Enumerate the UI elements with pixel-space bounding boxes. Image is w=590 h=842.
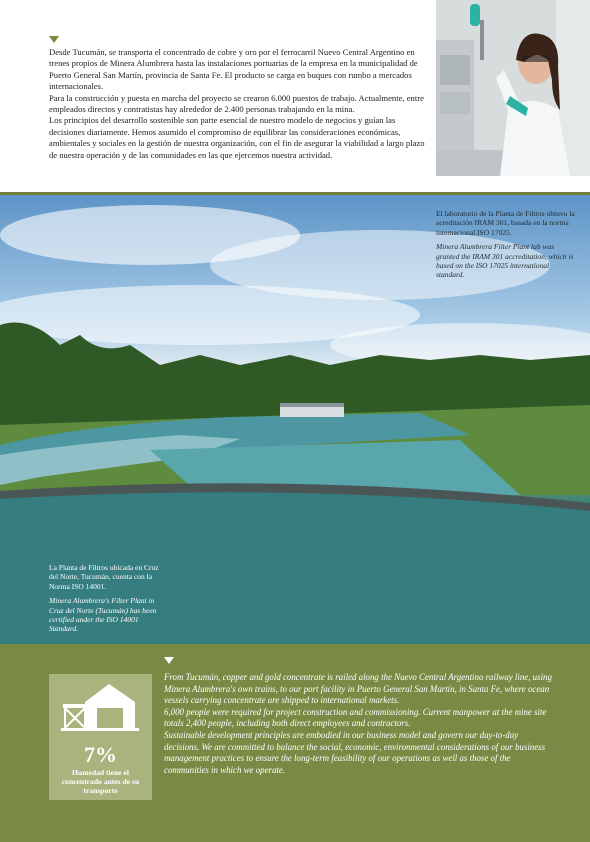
plant-caption-english: Minera Alumbrera's Filter Plant in Cruz del Norte (Tucumán) has been certified under the ISO 14001 Standard. [49,596,157,634]
plant-caption [49,563,169,634]
lab-caption-spanish: El laboratorio de la Planta de Filtros obtuvo la acreditación IRAM 301, basada en la norma internacional ISO 17025. [436,209,575,237]
lab-caption [436,209,576,280]
lab-scientist-illustration [436,0,590,176]
intro-paragraph: Para la construcción y puesta en marcha del proyecto se crearon 6.000 puestos de trabajo. Actualmente, entre empleados directos y contratistas hay alrededor de 2.400 personas trabajando en la mina. [49,92,424,115]
triangle-marker-icon [49,36,59,43]
triangle-marker-icon [164,657,174,664]
intro-paragraph: Los principios del desarrollo sostenible son parte esencial de nuestro modelo de negocios y guían las decisiones diariamente. Hemos asumido el compromiso de equilibrar las consideraciones económicas, ambientales y sociales en la gestión de nuestra organización, con el fin de asegurar la viabilidad a largo plazo de nuestra operación y de las comunidades en las que ejercemos nuestra actividad. [49,115,425,160]
plant-caption-spanish: La Planta de Filtros ubicada en Cruz del Norte, Tucumán, cuenta con la Norma ISO 14001. [49,563,159,591]
stat-box [49,674,152,800]
warehouse-icon [49,674,152,744]
stat-value: 7% [84,742,117,767]
lab-caption-english: Minera Alumbrera Filter Plant lab was granted the IRAM 301 accreditation, which is based on the ISO 17025 international standard. [436,242,574,280]
intro-paragraph: Desde Tucumán, se transporta el concentrado de cobre y oro por el ferrocarril Nuevo Central Argentino en trenes propios de Minera Alumbrera hasta las instalaciones portuarias de la empresa en la municipalidad de Puerto General San Martín, provincia de Santa Fe. El producto se carga en buques con rumbo a mercados internacionales. [49,47,418,92]
top-section [0,0,590,192]
english-paragraph: From Tucumán, copper and gold concentrate is railed along the Nuevo Central Argentino railway line, using Minera Alumbrera's own trains, to our port facility in Puerto General San Martín, in Santa Fe, where ocean vessels carrying concentrate are shipped to international markets. [164,672,552,706]
stat-label: Humedad tiene el concentrado antes de su transporte [61,768,140,795]
intro-text [49,47,425,161]
english-paragraph: 6,000 people were required for project construction and commissioning. Current manpower at the mine site totals 2,400 people, including both direct employees and contractors. [164,706,547,729]
english-text [164,672,554,776]
english-paragraph: Sustainable development principles are embodied in our business model and govern our day-to-day decisions. We are committed to balance the social, economic, environmental considerations of our business management practices to ensure the long-term feasibility of our operations as well as those of the communities in which we operate. [164,729,546,775]
lab-photo [436,0,590,176]
english-section [0,644,590,842]
